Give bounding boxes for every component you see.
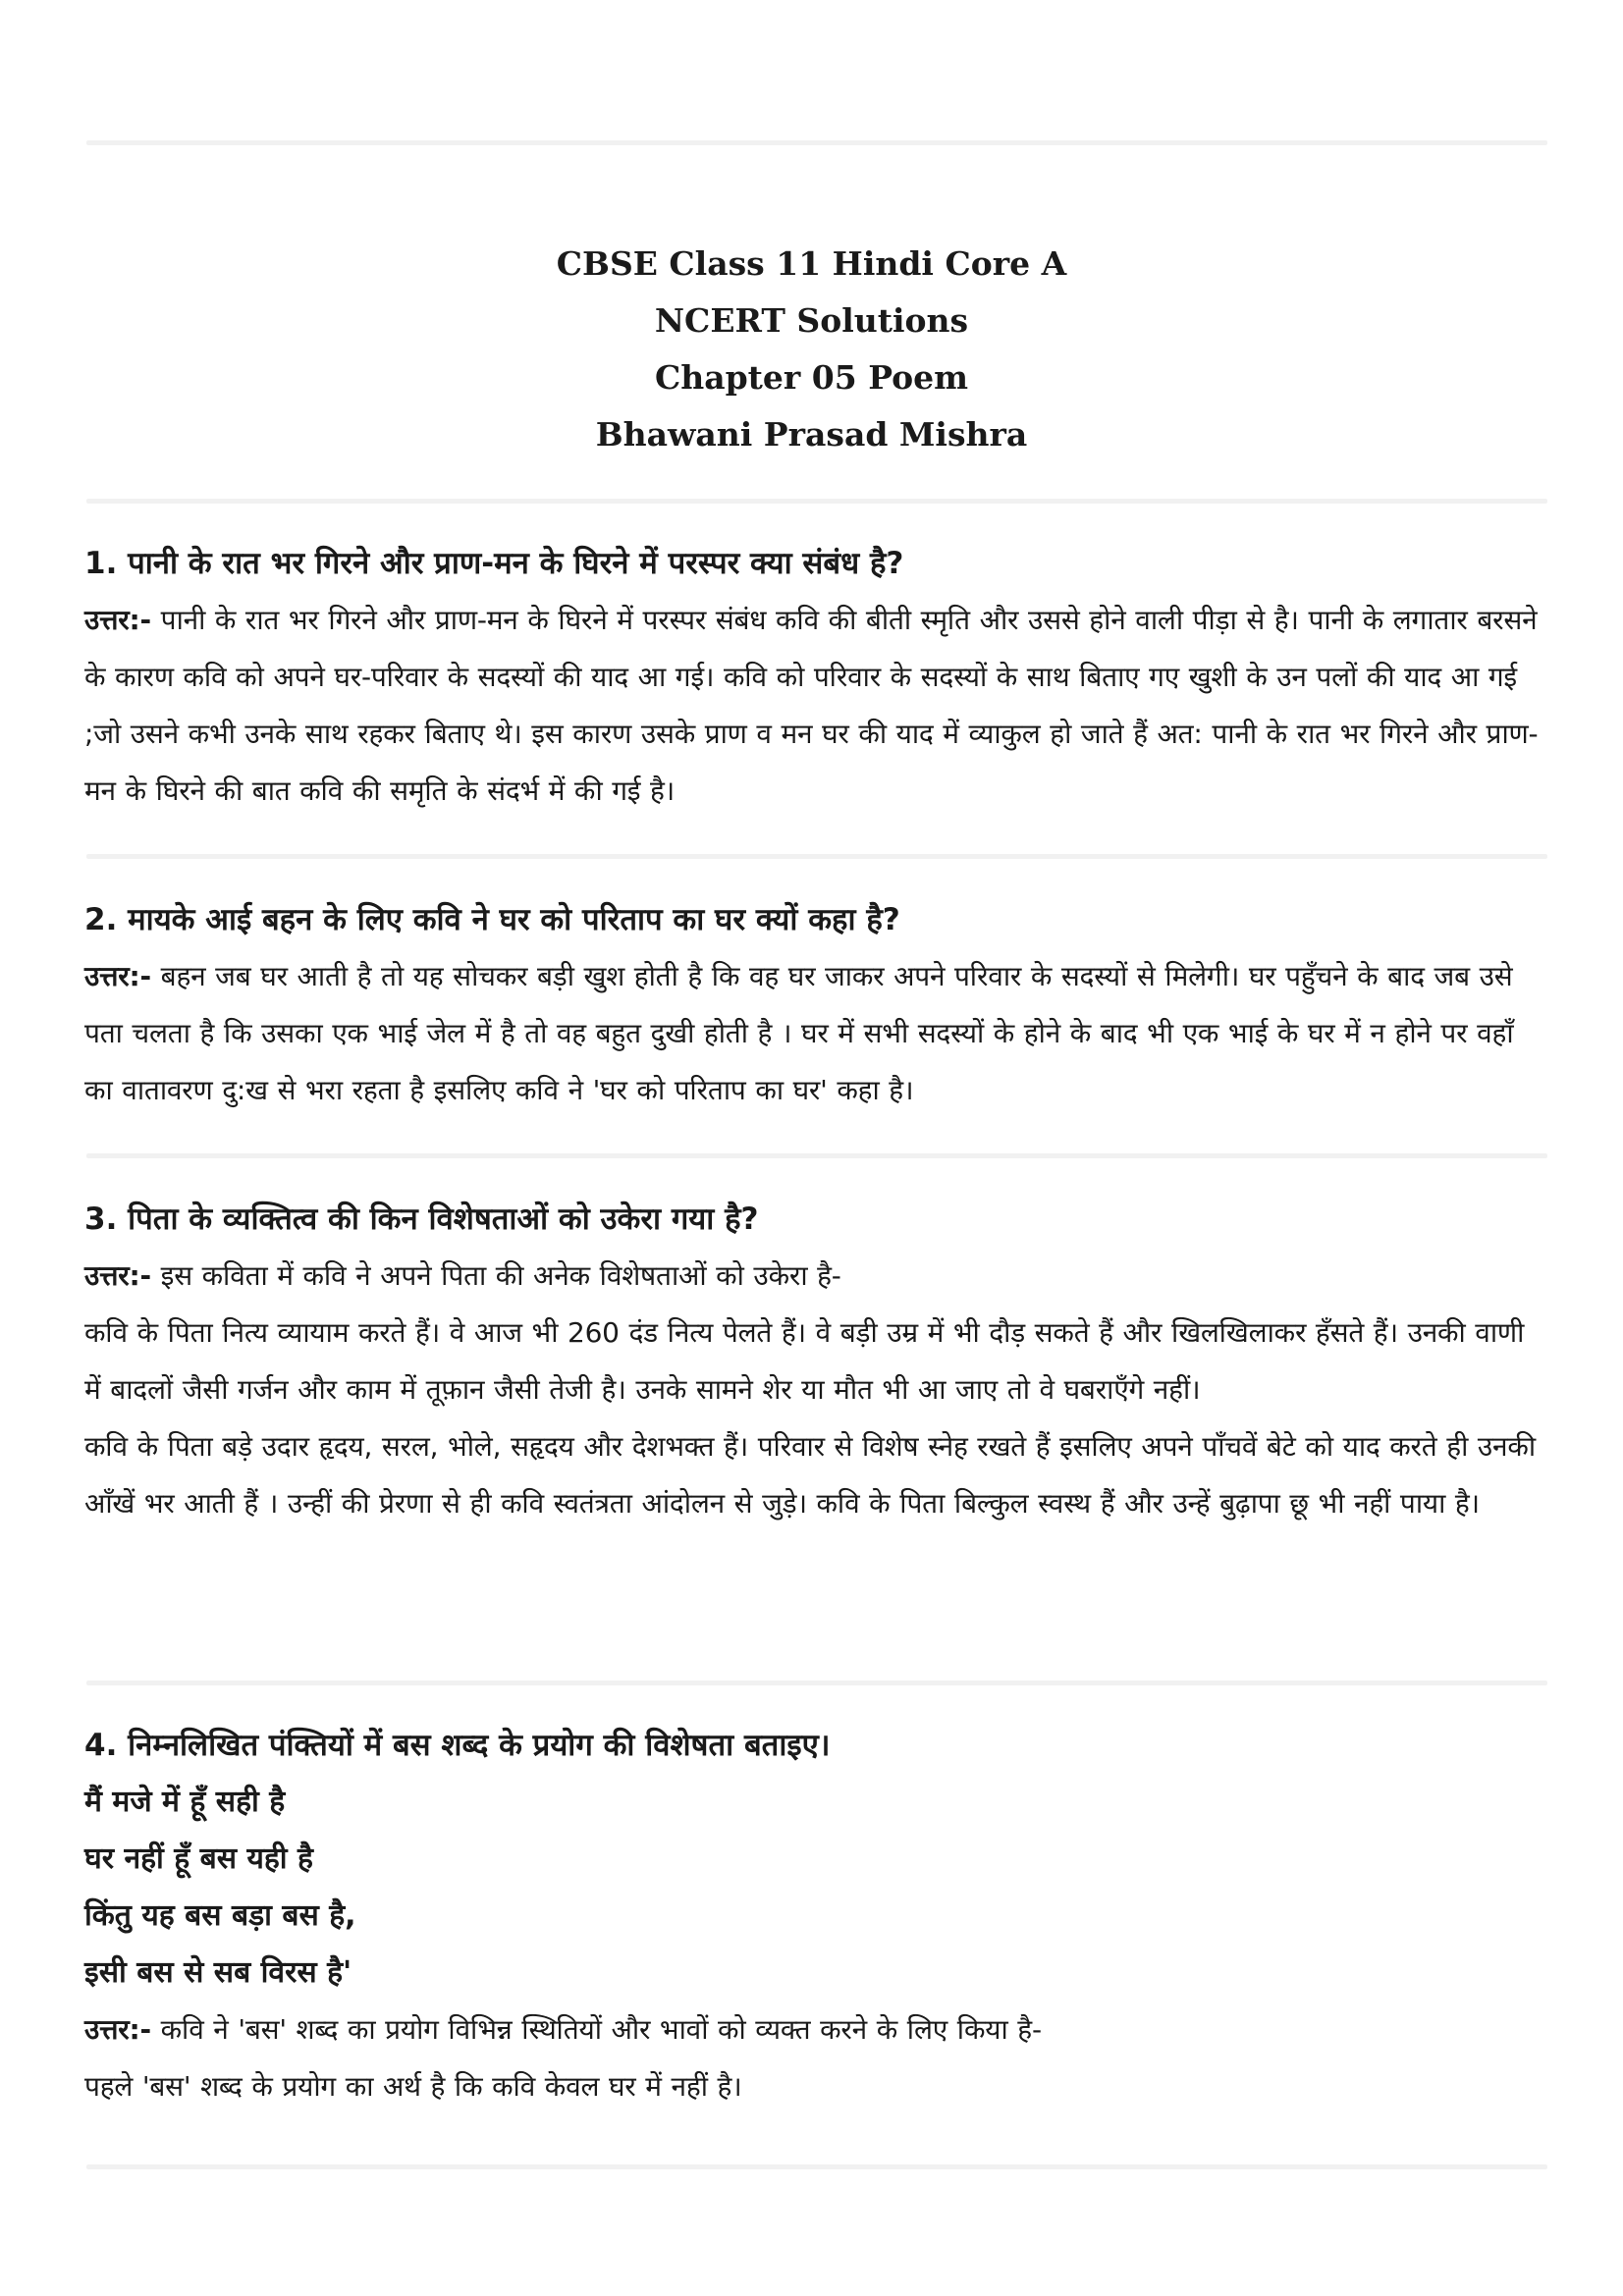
answer-4	[84, 2002, 1547, 2058]
answer-3-intro-text: इस कविता में कवि ने अपने पिता की अनेक विशेषताओं को उकेरा है-	[160, 1259, 841, 1292]
answer-2-text: बहन जब घर आती है तो यह सोचकर बड़ी खुश होती है कि वह घर जाकर अपने परिवार के सदस्यों से मिलेगी। घर पहुँचने के बाद जब उसे पता चलता है कि उसका एक भाई जेल में है तो वह बहुत दुखी होती है । घर में सभी सदस्यों के होने के बाद भी एक भाई के घर में न होने पर वहाँ का वातावरण दु:ख से भरा रहता है इसलिए कवि ने 'घर को परिताप का घर' कहा है।	[84, 960, 1514, 1106]
question-3: 3. पिता के व्यक्तित्व की किन विशेषताओं को उकेरा गया है?	[84, 1201, 759, 1237]
divider	[86, 2164, 1547, 2169]
verse-line-2: घर नहीं हूँ बस यही है	[84, 1842, 313, 1876]
question-3-section	[84, 1191, 1547, 1532]
question-1: 1. पानी के रात भर गिरने और प्राण-मन के घिरने में परस्पर क्या संबंध है?	[84, 546, 904, 581]
answer-3-paragraph-1: कवि के पिता नित्य व्यायाम करते हैं। वे आज भी 260 दंड नित्य पेलते हैं। वे बड़ी उम्र में भी दौड़ सकते हैं और खिलखिलाकर हँसते हैं। उनकी वाणी में बादलों जैसी गर्जन और काम में तूफ़ान जैसी तेजी है। उनके सामने शेर या मौत भी आ जाए तो वे घबराएँगे नहीं।	[84, 1316, 1525, 1406]
answer-3-intro	[84, 1248, 1547, 1305]
answer-1-text: पानी के रात भर गिरने और प्राण-मन के घिरने में परस्पर संबंध कवि की बीती स्मृति और उससे होने वाली पीड़ा से है। पानी के लगातार बरसने के कारण कवि को अपने घर-परिवार के सदस्यों की याद आ गई। कवि को परिवार के सदस्यों के साथ बिताए गए खुशी के उन पलों की याद आ गई ;जो उसने कभी उनके साथ रहकर बिताए थे। इस कारण उसके प्राण व मन घर की याद में व्याकुल हो जाते हैं अत: पानी के रात भर गिरने और प्राण-मन के घिरने की बात कवि की समृति के संदर्भ में की गई है।	[84, 604, 1539, 807]
answer-1	[84, 592, 1547, 820]
header-title: CBSE Class 11 Hindi Core A	[556, 244, 1067, 283]
question-1-section	[84, 535, 1547, 820]
verse-line-1: मैं मजे में हूँ सही है	[84, 1785, 286, 1819]
divider	[86, 499, 1547, 504]
divider	[86, 1153, 1547, 1158]
answer-label: उत्तर:-	[84, 2013, 151, 2046]
answer-4-line-2: पहले 'बस' शब्द के प्रयोग का अर्थ है कि कवि केवल घर में नहीं है।	[84, 2070, 742, 2103]
answer-label: उत्तर:-	[84, 604, 151, 636]
header-author: Bhawani Prasad Mishra	[595, 415, 1028, 454]
header-chapter: Chapter 05 Poem	[654, 358, 969, 397]
verse-line-3: किंतु यह बस बड़ा बस है,	[84, 1898, 356, 1933]
question-4-section	[84, 1717, 1547, 2115]
document-header	[0, 236, 1623, 463]
divider	[86, 140, 1547, 145]
answer-label: उत्तर:-	[84, 960, 151, 992]
answer-2	[84, 948, 1547, 1119]
header-subtitle: NCERT Solutions	[654, 301, 969, 340]
answer-3-paragraph-2: कवि के पिता बड़े उदार हृदय, सरल, भोले, सहृदय और देशभक्त हैं। परिवार से विशेष स्नेह रखते हैं इसलिए अपने पाँचवें बेटे को याद करते ही उनकी आँखें भर आती हैं । उन्हीं की प्रेरणा से ही कवि स्वतंत्रता आंदोलन से जुड़े। कवि के पिता बिल्कुल स्वस्थ हैं और उन्हें बुढ़ापा छू भी नहीं पाया है।	[84, 1430, 1536, 1520]
divider	[86, 854, 1547, 859]
answer-4-text: कवि ने 'बस' शब्द का प्रयोग विभिन्न स्थितियों और भावों को व्यक्त करने के लिए किया है-	[160, 2013, 1042, 2046]
question-2-section	[84, 891, 1547, 1119]
verse-line-4: इसी बस से सब विरस है'	[84, 1955, 352, 1990]
divider	[86, 1681, 1547, 1685]
answer-label: उत्तर:-	[84, 1259, 151, 1292]
question-4: 4. निम्नलिखित पंक्तियों में बस शब्द के प्रयोग की विशेषता बताइए।	[84, 1728, 831, 1763]
question-2: 2. मायके आई बहन के लिए कवि ने घर को परिताप का घर क्यों कहा है?	[84, 902, 900, 937]
